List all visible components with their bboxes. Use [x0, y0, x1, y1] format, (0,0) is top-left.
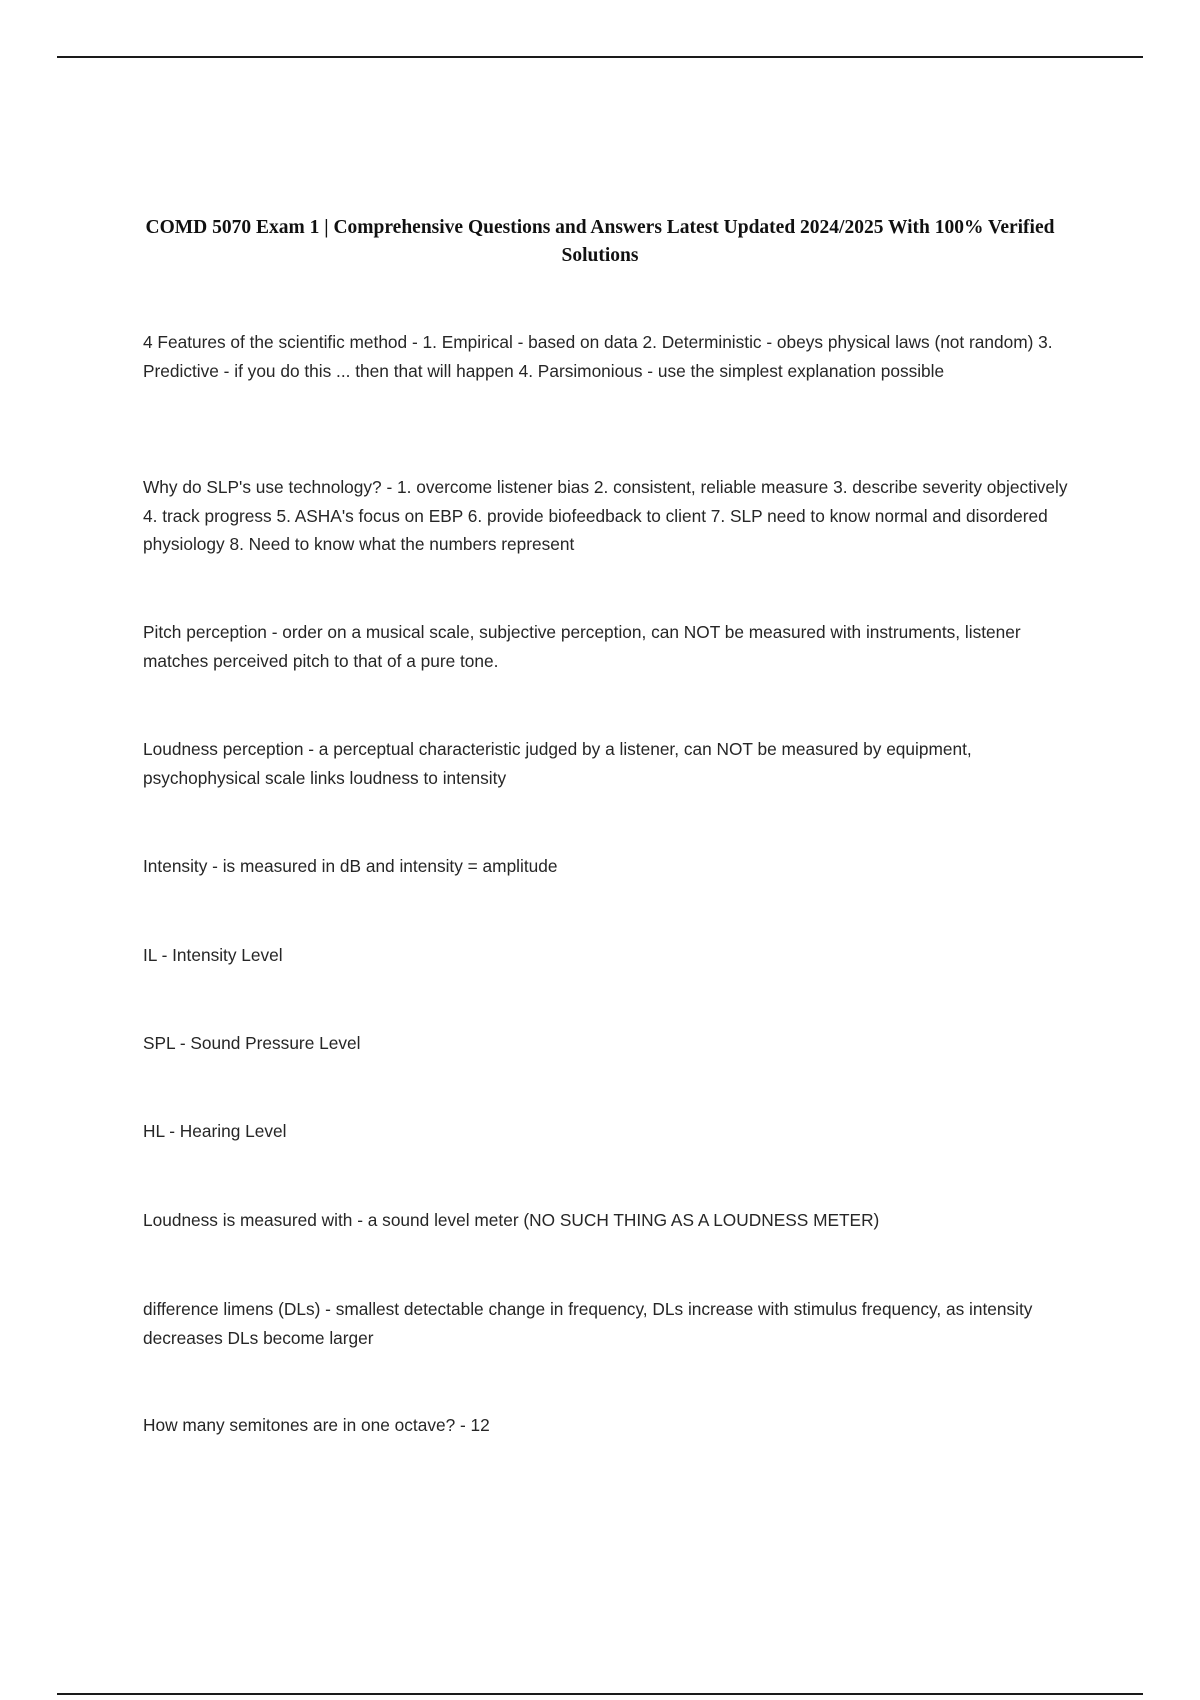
qa-entry-loudness-perception: Loudness perception - a perceptual characteristic judged by a listener, can NOT be measured by equipment, psychophysical scale links loudness to intensity	[143, 739, 972, 788]
qa-entry-hl: HL - Hearing Level	[143, 1121, 287, 1141]
qa-entry-spl: SPL - Sound Pressure Level	[143, 1033, 361, 1053]
document-title: COMD 5070 Exam 1 | Comprehensive Questions and Answers Latest Updated 2024/2025 With 100% Verified Solutions	[145, 217, 1055, 266]
qa-entry-semitones: How many semitones are in one octave? - 12	[143, 1415, 490, 1435]
qa-entry-difference-limens: difference limens (DLs) - smallest detectable change in frequency, DLs increase with stimulus frequency, as intensity decreases DLs become larger	[143, 1299, 1033, 1348]
qa-entry-intensity: Intensity - is measured in dB and intensity = amplitude	[143, 856, 558, 876]
qa-entry-pitch-perception: Pitch perception - order on a musical scale, subjective perception, can NOT be measured with instruments, listener matches perceived pitch to that of a pure tone.	[143, 622, 1021, 671]
qa-entry-loudness-measured: Loudness is measured with - a sound level meter (NO SUCH THING AS A LOUDNESS METER)	[143, 1210, 880, 1230]
qa-entry-scientific-method: 4 Features of the scientific method - 1. Empirical - based on data 2. Deterministic - obeys physical laws (not random) 3. Predictive - if you do this ... then that will happen 4. Parsimonious - use the simplest explanation possible	[143, 332, 1053, 381]
qa-entry-il: IL - Intensity Level	[143, 945, 283, 965]
bottom-rule	[57, 1693, 1143, 1695]
qa-entry-slp-technology: Why do SLP's use technology? - 1. overcome listener bias 2. consistent, reliable measure 3. describe severity objectively 4. track progress 5. ASHA's focus on EBP 6. provide biofeedback to client 7. SLP need to know normal and disordered physiology 8. Need to know what the numbers represent	[143, 477, 1068, 554]
top-rule	[57, 56, 1143, 58]
